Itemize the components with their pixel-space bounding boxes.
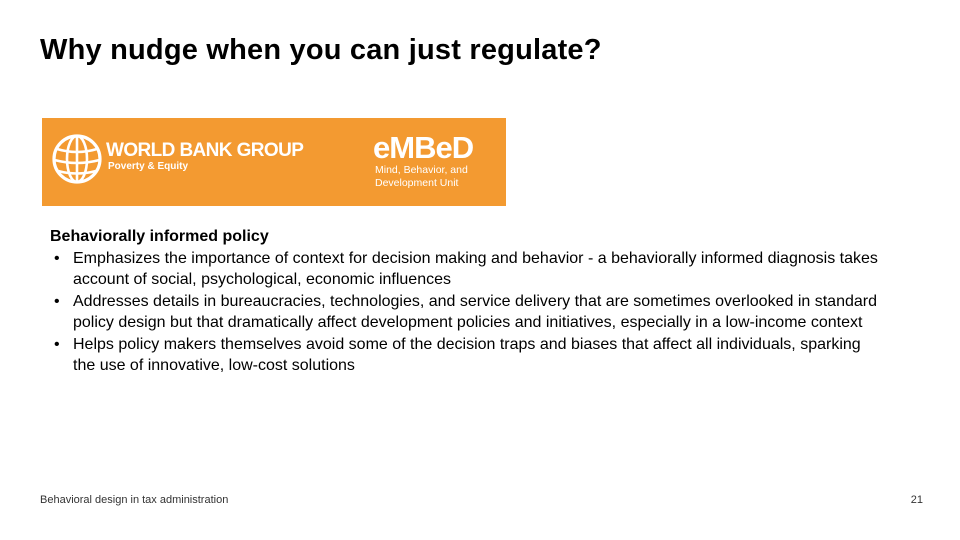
bullet-item: [50, 248, 880, 291]
bullet-item: [50, 334, 880, 377]
bullet-text: Addresses details in bureaucracies, technologies, and service delivery that are sometimes overlooked in standard policy design but that dramatically affect development policies and initiatives, especially in a low-income context: [73, 292, 877, 331]
world-bank-globe-icon: [51, 133, 103, 185]
embed-subtitle-line-1: Mind, Behavior, and: [375, 164, 468, 176]
logo-banner: [42, 118, 506, 206]
bullet-icon: •: [54, 249, 60, 267]
embed-logo-text: eMBeD: [373, 130, 474, 165]
bullet-item: [50, 291, 880, 334]
body-content: [50, 226, 880, 377]
bullet-list: [50, 248, 880, 377]
body-heading: Behaviorally informed policy: [50, 228, 269, 245]
poverty-equity-label: Poverty & Equity: [108, 161, 189, 172]
bullet-text: Helps policy makers themselves avoid some of the decision traps and biases that affect all individuals, sparking the use of innovative, low-cost solutions: [73, 335, 861, 374]
world-bank-group-logo-text: WORLD BANK GROUP: [106, 140, 304, 161]
bullet-text: Emphasizes the importance of context for decision making and behavior - a behaviorally informed diagnosis takes account of social, psychological, economic influences: [73, 249, 878, 288]
embed-subtitle: [375, 164, 468, 190]
page-number: 21: [910, 494, 923, 506]
embed-subtitle-line-2: Development Unit: [375, 177, 459, 189]
slide-title: Why nudge when you can just regulate?: [40, 34, 602, 66]
bullet-icon: •: [54, 335, 60, 353]
bullet-icon: •: [54, 292, 60, 310]
footer-text: Behavioral design in tax administration: [40, 494, 229, 506]
